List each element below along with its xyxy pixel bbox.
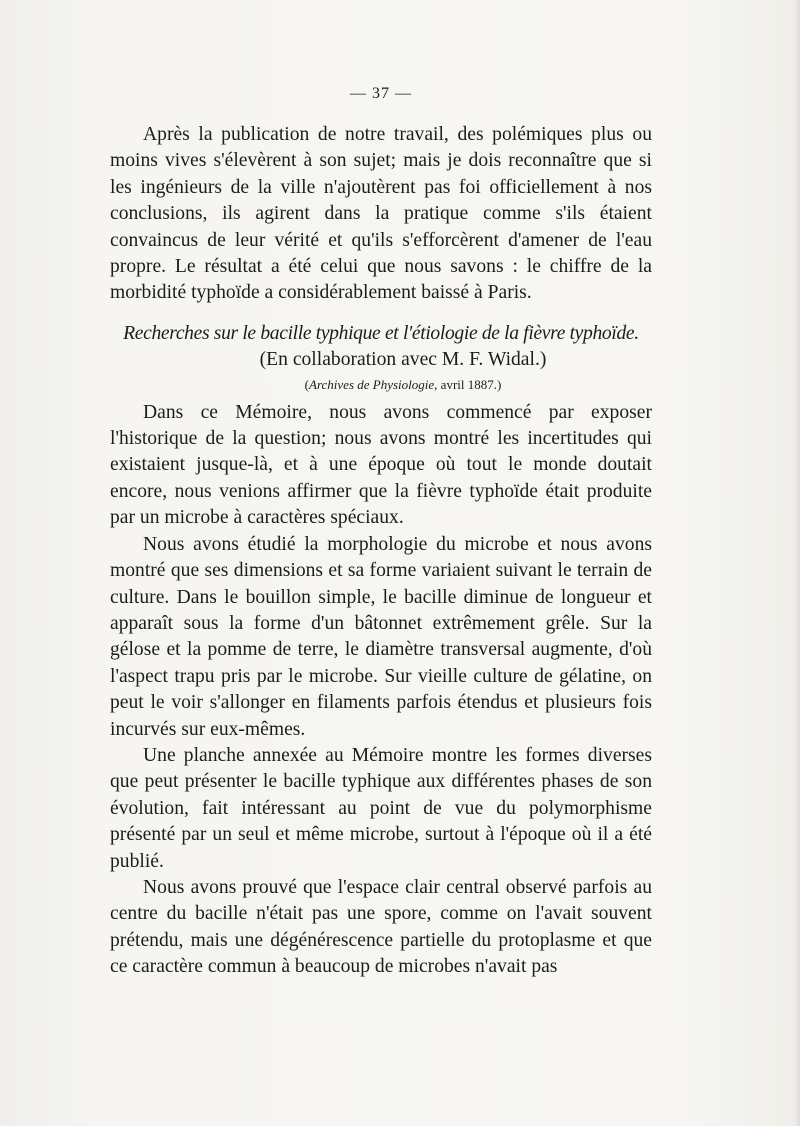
paragraph-morphologie: Nous avons étudié la morphologie du microbe et nous avons montré que ses dimensions et sa forme variaient suivant le terrain de culture. Dans le bouillon simple, le bacille diminue de longueur et apparaît sous la forme d'un bâtonnet extrêmement grêle. Sur la gélose et la pomme de terre, le diamètre transversal augmente, d'où l'aspect trapu pris par le microbe. Sur vieille culture de gélatine, on peut le voir s'allonger en filaments parfois étendus et plusieurs fois incurvés sur eux-mêmes. <box>110 533 652 740</box>
page-number: — 37 — <box>350 85 412 102</box>
text-block <box>110 84 652 981</box>
paragraph-planche: Une planche annexée au Mémoire montre les formes diverses que peut présenter le bacille typhique aux différentes phases de son évolution, fait intéressant au point de vue du polymorphisme présenté par un seul et même microbe, surtout à l'époque où il a été publié. <box>110 744 652 872</box>
paragraph-espace-clair: Nous avons prouvé que l'espace clair central observé parfois au centre du bacille n'était pas une spore, comme on l'avait souvent prétendu, mais une dégénérescence partielle du protoplasme et que ce caractère commun à beaucoup de microbes n'avait pas <box>110 876 652 978</box>
section-title: Recherches sur le bacille typhique et l'étiologie de la fièvre typhoïde. <box>123 322 639 344</box>
source-date: avril 1887.) <box>437 376 502 392</box>
section-source <box>110 376 652 394</box>
source-open: ( <box>304 376 310 392</box>
spacer <box>110 307 652 321</box>
source-journal: Archives de Physiologie, <box>309 376 438 392</box>
paragraph-publication: Après la publication de notre travail, des polémiques plus ou moins vives s'élevèrent à son sujet; mais je dois reconnaître que si les ingénieurs de la ville n'ajoutèrent pas foi officiellement à nos conclusions, ils agirent dans la pratique comme s'ils étaient convaincus de leur vérité et qu'ils s'efforcèrent d'amener de l'eau propre. Le résultat a été celui que nous savons : le chiffre de la morbidité typhoïde a considérablement baissé à Paris. <box>110 124 652 304</box>
section-subtitle: (En collaboration avec M. F. Widal.) <box>259 349 547 371</box>
paragraph-memoire: Dans ce Mémoire, nous avons commencé par exposer l'historique de la question; nous avons montré les incertitudes qui existaient jusque-là, et à une époque où tout le monde doutait encore, nous venions affirmer que la fièvre typhoïde était produite par un microbe à caractères spéciaux. <box>110 401 652 529</box>
page-edge-shadow <box>794 0 800 1126</box>
